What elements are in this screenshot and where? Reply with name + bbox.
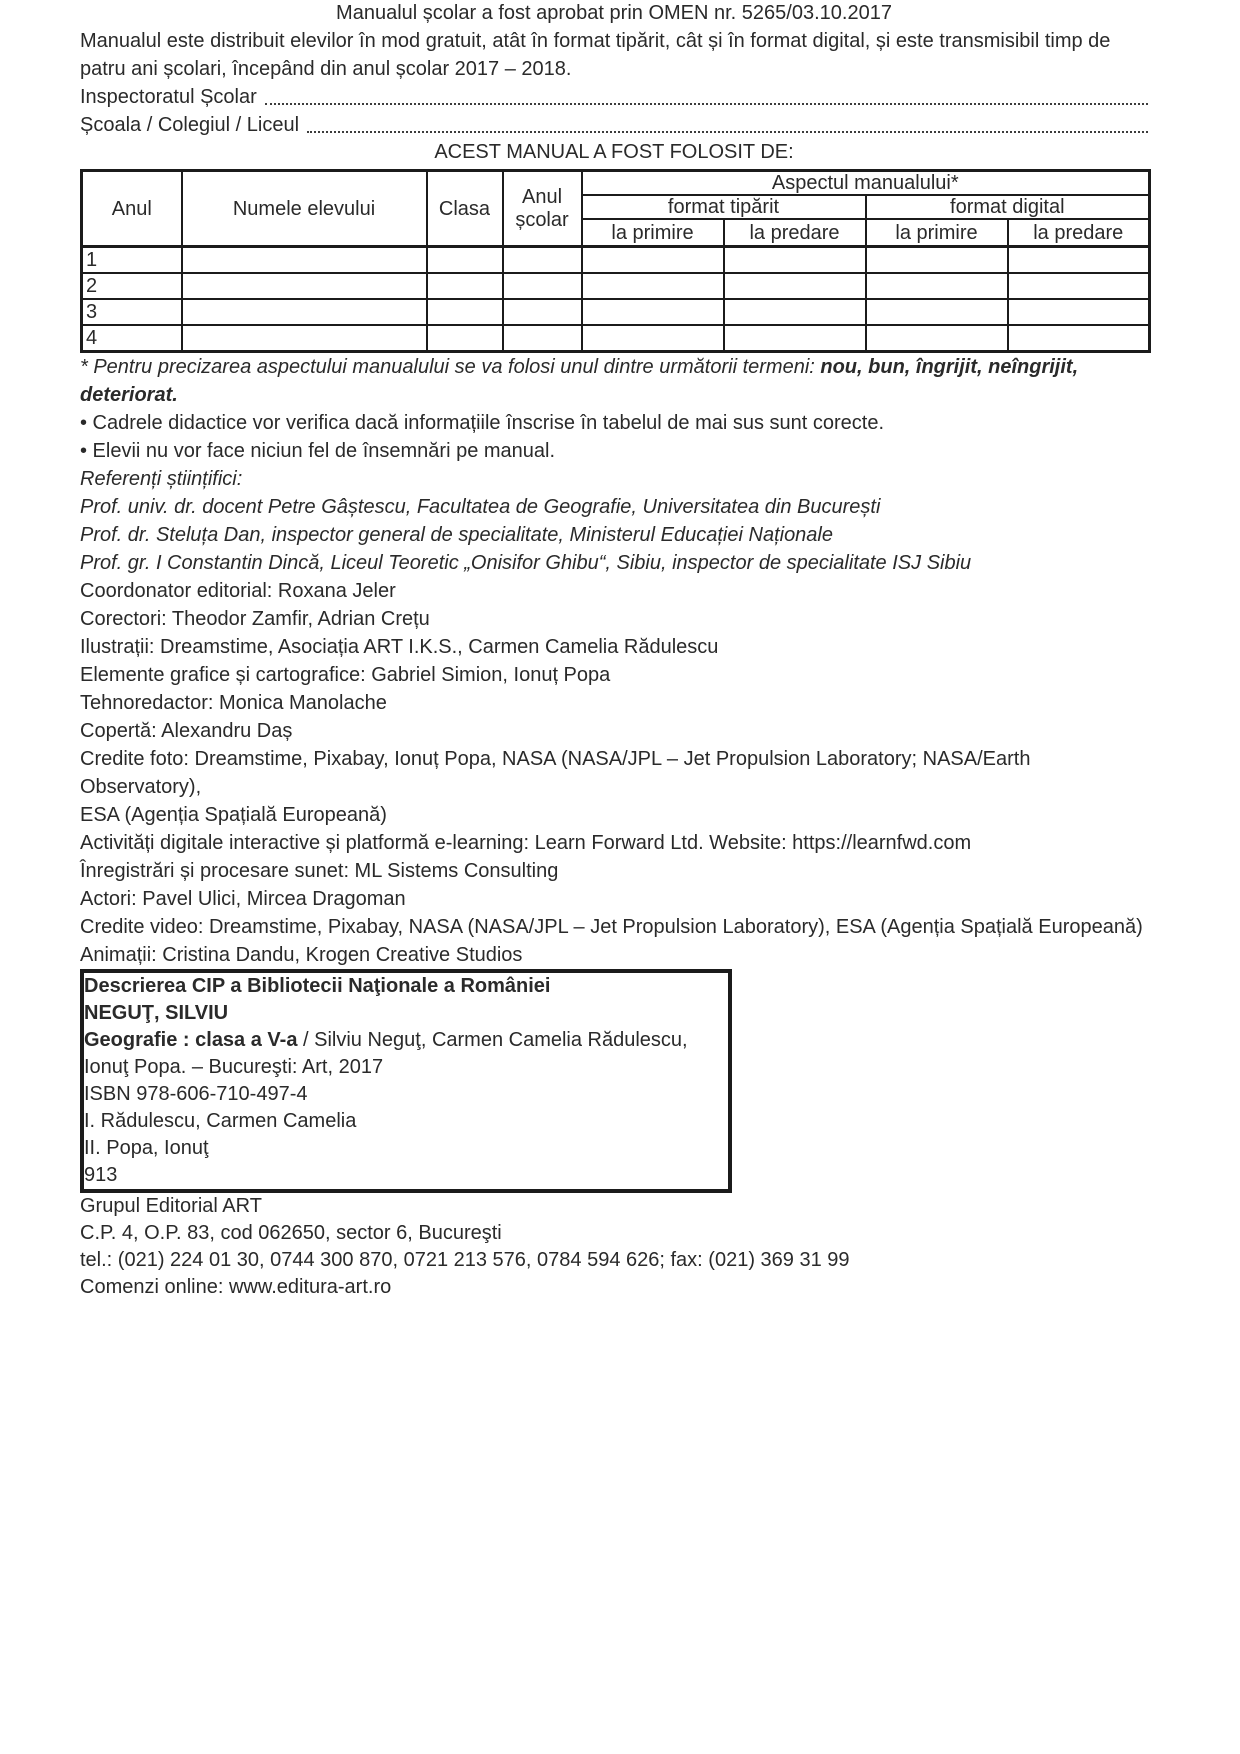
cip-book-entry-continuation: Ionuţ Popa. – Bucureşti: Art, 2017 [84,1056,384,1078]
col-header-on-return: la predare [724,219,866,247]
digital-credit-line: Înregistrări și procesare sunet: ML Sistems Consulting [80,860,559,882]
editorial-credits [80,577,1148,829]
credit-line: Credite foto: Dreamstime, Pixabay, Ionuț Popa, NASA (NASA/JPL – Jet Propulsion Laboratory; NASA/Earth Observatory), [80,748,1031,798]
empty-cell [866,247,1008,274]
referent-line: Prof. univ. dr. docent Petre Gâștescu, Facultatea de Geografie, Universitatea din București [80,496,881,518]
empty-cell [182,273,427,299]
school-fill-row [80,111,1148,139]
empty-cell [724,273,866,299]
col-header-digital-format: format digital [866,195,1150,219]
col-header-student-name: Numele elevului [182,171,427,247]
cip-book-authors: / Silviu Neguţ, Carmen Camelia Rădulescu, [297,1029,688,1051]
row-number: 1 [82,247,182,274]
empty-cell [582,273,724,299]
cip-isbn: ISBN 978-606-710-497-4 [84,1083,308,1105]
empty-cell [1008,299,1150,325]
dotted-fill-line [265,83,1148,105]
empty-cell [724,299,866,325]
digital-credit-line: Credite video: Dreamstime, Pixabay, NASA (NASA/JPL – Jet Propulsion Laboratory), ESA (Agenția Spațială Europeană) [80,916,1143,938]
usage-table [80,169,1151,353]
empty-cell [182,247,427,274]
usage-table-caption: ACEST MANUAL A FOST FOLOSIT DE: [434,141,794,163]
empty-cell [724,247,866,274]
empty-cell [582,325,724,352]
footnote-text: * Pentru precizarea aspectului manualului se va folosi unul dintre următorii termeni: [80,356,821,378]
publisher-online-orders: Comenzi online: www.editura-art.ro [80,1276,392,1298]
school-label: Școala / Colegiul / Liceul [80,114,300,136]
publisher-name: Grupul Editorial ART [80,1195,262,1217]
empty-cell [866,299,1008,325]
referent-line: Prof. dr. Steluța Dan, inspector general de specialitate, Ministerul Educației Naționale [80,524,833,546]
referents-heading: Referenți științifici: [80,468,243,490]
table-row [82,273,1150,299]
cip-classification-number: 913 [84,1164,118,1186]
cip-title: Descrierea CIP a Bibliotecii Naţionale a României [84,975,551,997]
inspectorate-label: Inspectoratul Școlar [80,86,257,108]
empty-cell [503,247,582,274]
empty-cell [503,273,582,299]
credit-line: Corectori: Theodor Zamfir, Adrian Crețu [80,608,430,630]
empty-cell [866,325,1008,352]
empty-cell [427,325,503,352]
publisher-contact-block [80,1193,1148,1301]
scientific-referents [80,465,1148,577]
table-notes [80,353,1148,465]
referent-line: Prof. gr. I Constantin Dincă, Liceul Teoretic „Onisifor Ghibu“, Sibiu, inspector de specialitate ISJ Sibiu [80,552,972,574]
col-header-print-format: format tipărit [582,195,866,219]
row-number: 2 [82,273,182,299]
cip-book-entry [84,1027,728,1054]
col-header-year: Anul [82,171,182,247]
col-header-condition: Aspectul manualului* [582,171,1150,196]
table-row [82,299,1150,325]
empty-cell [503,299,582,325]
table-row [82,247,1150,274]
cip-description-box [80,969,732,1193]
approval-line: Manualul școlar a fost aprobat prin OMEN nr. 5265/03.10.2017 [336,2,892,24]
col-header-on-return: la predare [1008,219,1150,247]
page-content [80,0,1148,1301]
digital-credits [80,829,1148,969]
col-header-on-receipt: la primire [866,219,1008,247]
empty-cell [427,273,503,299]
digital-credit-line: Activități digitale interactive și platformă e-learning: Learn Forward Ltd. Website: https://learnfwd.com [80,832,972,854]
cip-author: NEGUŢ, SILVIU [84,1002,229,1024]
empty-cell [582,247,724,274]
fill-in-fields [80,83,1148,139]
empty-cell [866,273,1008,299]
row-number: 3 [82,299,182,325]
empty-cell [182,299,427,325]
cip-index-entry: I. Rădulescu, Carmen Camelia [84,1110,357,1132]
distribution-line-2: patru ani școlari, începând din anul școlar 2017 – 2018. [80,58,572,80]
digital-credit-line: Actori: Pavel Ulici, Mircea Dragoman [80,888,406,910]
dotted-fill-line [307,111,1148,133]
publisher-address: C.P. 4, O.P. 83, cod 062650, sector 6, Bucureşti [80,1222,502,1244]
empty-cell [1008,247,1150,274]
empty-cell [1008,325,1150,352]
note-bullet-teachers: • Cadrele didactice vor verifica dacă informațiile înscrise în tabelul de mai sus sunt corecte. [80,412,885,434]
table-row [82,325,1150,352]
condition-footnote [80,353,1148,409]
publisher-phone-fax: tel.: (021) 224 01 30, 0744 300 870, 0721 213 576, 0784 594 626; fax: (021) 369 31 99 [80,1249,850,1271]
credit-line: Tehnoredactor: Monica Manolache [80,692,387,714]
empty-cell [582,299,724,325]
note-bullet-students: • Elevii nu vor face niciun fel de însemnări pe manual. [80,440,556,462]
row-number: 4 [82,325,182,352]
distribution-line-1: Manualul este distribuit elevilor în mod gratuit, atât în format tipărit, cât și în format digital, și este transmisibil timp de [80,30,1111,52]
credit-line: Copertă: Alexandru Daș [80,720,293,742]
col-header-school-year: Anul școlar [503,171,582,247]
col-header-class: Clasa [427,171,503,247]
empty-cell [503,325,582,352]
credit-line: Coordonator editorial: Roxana Jeler [80,580,396,602]
credit-line: Elemente grafice și cartografice: Gabriel Simion, Ionuț Popa [80,664,611,686]
digital-credit-line: Animații: Cristina Dandu, Krogen Creative Studios [80,944,523,966]
footnote-terms: nou, bun, îngrijit, neîngrijit, deteriorat. [80,356,1079,406]
cip-book-title: Geografie : clasa a V-a [84,1029,298,1051]
empty-cell [724,325,866,352]
credit-line: Ilustrații: Dreamstime, Asociația ART I.K.S., Carmen Camelia Rădulescu [80,636,719,658]
col-header-on-receipt: la primire [582,219,724,247]
distribution-paragraph [80,27,1148,83]
empty-cell [427,247,503,274]
cip-index-entry: II. Popa, Ionuţ [84,1137,209,1159]
empty-cell [1008,273,1150,299]
inspectorate-fill-row [80,83,1148,111]
empty-cell [427,299,503,325]
credit-line: ESA (Agenția Spațială Europeană) [80,804,387,826]
empty-cell [182,325,427,352]
